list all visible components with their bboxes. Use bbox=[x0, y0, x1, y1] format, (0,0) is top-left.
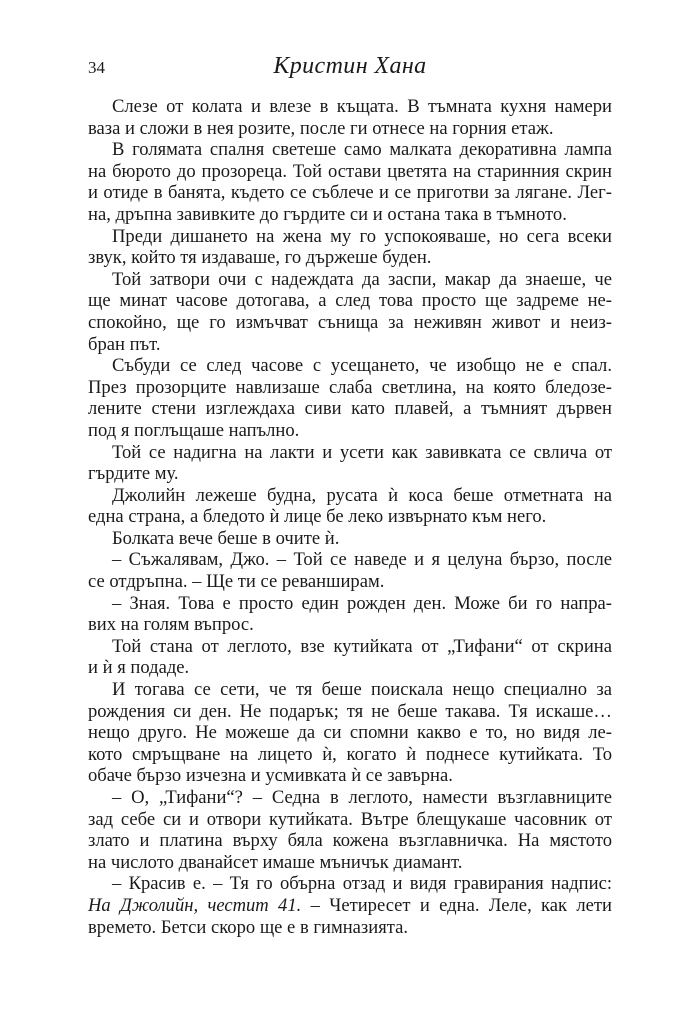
page-header bbox=[88, 50, 612, 84]
line-text: и отиде в банята, където се съблече и се приготви за лягане. Лег- bbox=[88, 182, 612, 204]
text-line bbox=[88, 765, 612, 787]
line-text: През прозорците навлизаше слаба светлина, на която бледозе- bbox=[88, 376, 612, 398]
text-line bbox=[88, 744, 612, 766]
line-text: времето. Бетси скоро ще е в гимназията. bbox=[88, 916, 409, 938]
line-text: ще минат часове дотогава, а след това просто ще задреме не- bbox=[88, 290, 612, 312]
text-line bbox=[88, 355, 612, 377]
text-line bbox=[88, 722, 612, 744]
text-line bbox=[88, 334, 612, 356]
text-line bbox=[88, 549, 612, 571]
line-text: Събуди се след часове с усещането, че изобщо не е спал. bbox=[112, 355, 612, 377]
line-text: Той се надигна на лакти и усети как завивката се свлича от bbox=[112, 441, 612, 463]
text-line bbox=[88, 701, 612, 723]
text-line bbox=[88, 809, 612, 831]
line-text: една страна, а бледото ѝ лице бе леко извърнато към него. bbox=[88, 506, 547, 528]
line-text: на числото дванайсет имаше мъничък диамант. bbox=[88, 851, 463, 873]
running-head-author: Кристин Хана bbox=[273, 53, 427, 79]
text-line bbox=[88, 377, 612, 399]
line-text: Джолийн лежеше будна, русата ѝ коса беше отметната на bbox=[112, 484, 612, 506]
text-line bbox=[88, 787, 612, 809]
text-line bbox=[88, 398, 612, 420]
text-line bbox=[88, 269, 612, 291]
line-text: на, дръпна завивките до гърдите си и остана така в тъмното. bbox=[88, 203, 567, 225]
text-line bbox=[88, 593, 612, 615]
text-line bbox=[88, 96, 612, 118]
body-text bbox=[88, 96, 612, 938]
text-line bbox=[88, 830, 612, 852]
text-line bbox=[88, 312, 612, 334]
text-line bbox=[88, 182, 612, 204]
line-text: Той затвори очи с надеждата да заспи, макар да знаеше, че bbox=[112, 268, 612, 290]
text-line bbox=[88, 614, 612, 636]
line-text: на бюрото до прозореца. Той остави цветята на старинния скрин bbox=[88, 160, 612, 182]
italic-inscription: На Джолийн, честит 41. bbox=[88, 894, 302, 916]
text-line bbox=[88, 506, 612, 528]
line-text: вих на голям въпрос. bbox=[88, 614, 254, 636]
text-line bbox=[88, 485, 612, 507]
text-line bbox=[88, 161, 612, 183]
text-line bbox=[88, 442, 612, 464]
line-text: Болката вече беше в очите ѝ. bbox=[112, 527, 340, 549]
text-line bbox=[88, 852, 612, 874]
page-number: 34 bbox=[88, 58, 105, 77]
text-line bbox=[88, 571, 612, 593]
line-text: рождения си ден. Не подарък; тя не беше такава. Тя искаше… bbox=[88, 700, 612, 722]
line-text: лените стени изглеждаха сиви като плавей, а тъмният дървен bbox=[88, 398, 612, 420]
line-text: се отдръпна. – Ще ти се реванширам. bbox=[88, 571, 385, 593]
line-text: и ѝ я подаде. bbox=[88, 657, 190, 679]
line-text: зад себе си и отвори кутийката. Вътре блещукаше часовник от bbox=[88, 808, 612, 830]
line-text: Преди дишането на жена му го успокояваше, но сега всеки bbox=[112, 225, 612, 247]
line-text: – Съжалявам, Джо. – Той се наведе и я целуна бързо, после bbox=[112, 549, 612, 571]
text-line bbox=[88, 204, 612, 226]
text-line bbox=[88, 420, 612, 442]
line-text: спокойно, ще го измъчват сънища за неживян живот и неиз- bbox=[88, 311, 612, 333]
line-text: злато и платина върху бяла кожена възглавничка. На мястото bbox=[88, 830, 612, 852]
text-line bbox=[88, 528, 612, 550]
line-text: В голямата спалня светеше само малката декоративна лампа bbox=[112, 139, 612, 161]
text-line bbox=[88, 290, 612, 312]
line-text: – Красив е. – Тя го обърна отзад и видя гравирания надпис: bbox=[112, 873, 612, 895]
line-text: под я поглъщаше напълно. bbox=[88, 419, 300, 441]
text-line bbox=[88, 657, 612, 679]
line-text: Слезе от колата и влезе в къщата. В тъмната кухня намери bbox=[112, 96, 612, 117]
line-text: обаче бързо изчезна и усмивката ѝ се завърна. bbox=[88, 765, 453, 787]
line-text: кото смръщване на лицето ѝ, когато ѝ поднесе кутийката. То bbox=[88, 743, 612, 765]
text-line bbox=[88, 895, 612, 917]
line-text: – Четиресет и една. Леле, как лети bbox=[301, 894, 613, 916]
line-text: ваза и сложи в нея розите, после ги отнесе на горния етаж. bbox=[88, 117, 554, 139]
text-line bbox=[88, 873, 612, 895]
line-text: гърдите му. bbox=[88, 463, 179, 485]
line-text: нещо друго. Не можеше да си спомни какво е то, но видя ле- bbox=[88, 722, 612, 744]
text-line bbox=[88, 463, 612, 485]
text-line bbox=[88, 139, 612, 161]
text-line bbox=[88, 118, 612, 140]
text-line bbox=[88, 917, 612, 939]
line-text: – О, „Тифани“? – Седна в леглото, намести възглавниците bbox=[112, 787, 612, 808]
line-text: звук, който тя издаваше, го държеше буден. bbox=[88, 247, 432, 269]
text-line bbox=[88, 636, 612, 658]
line-text: И тогава се сети, че тя беше поискала нещо специално за bbox=[112, 679, 612, 701]
line-text: бран път. bbox=[88, 333, 161, 355]
line-text: – Зная. Това е просто един рожден ден. Може би го напра- bbox=[112, 592, 612, 614]
text-line bbox=[88, 679, 612, 701]
text-line bbox=[88, 226, 612, 248]
text-line bbox=[88, 247, 612, 269]
line-text: Той стана от леглото, взе кутийката от „Тифани“ от скрина bbox=[112, 635, 612, 657]
